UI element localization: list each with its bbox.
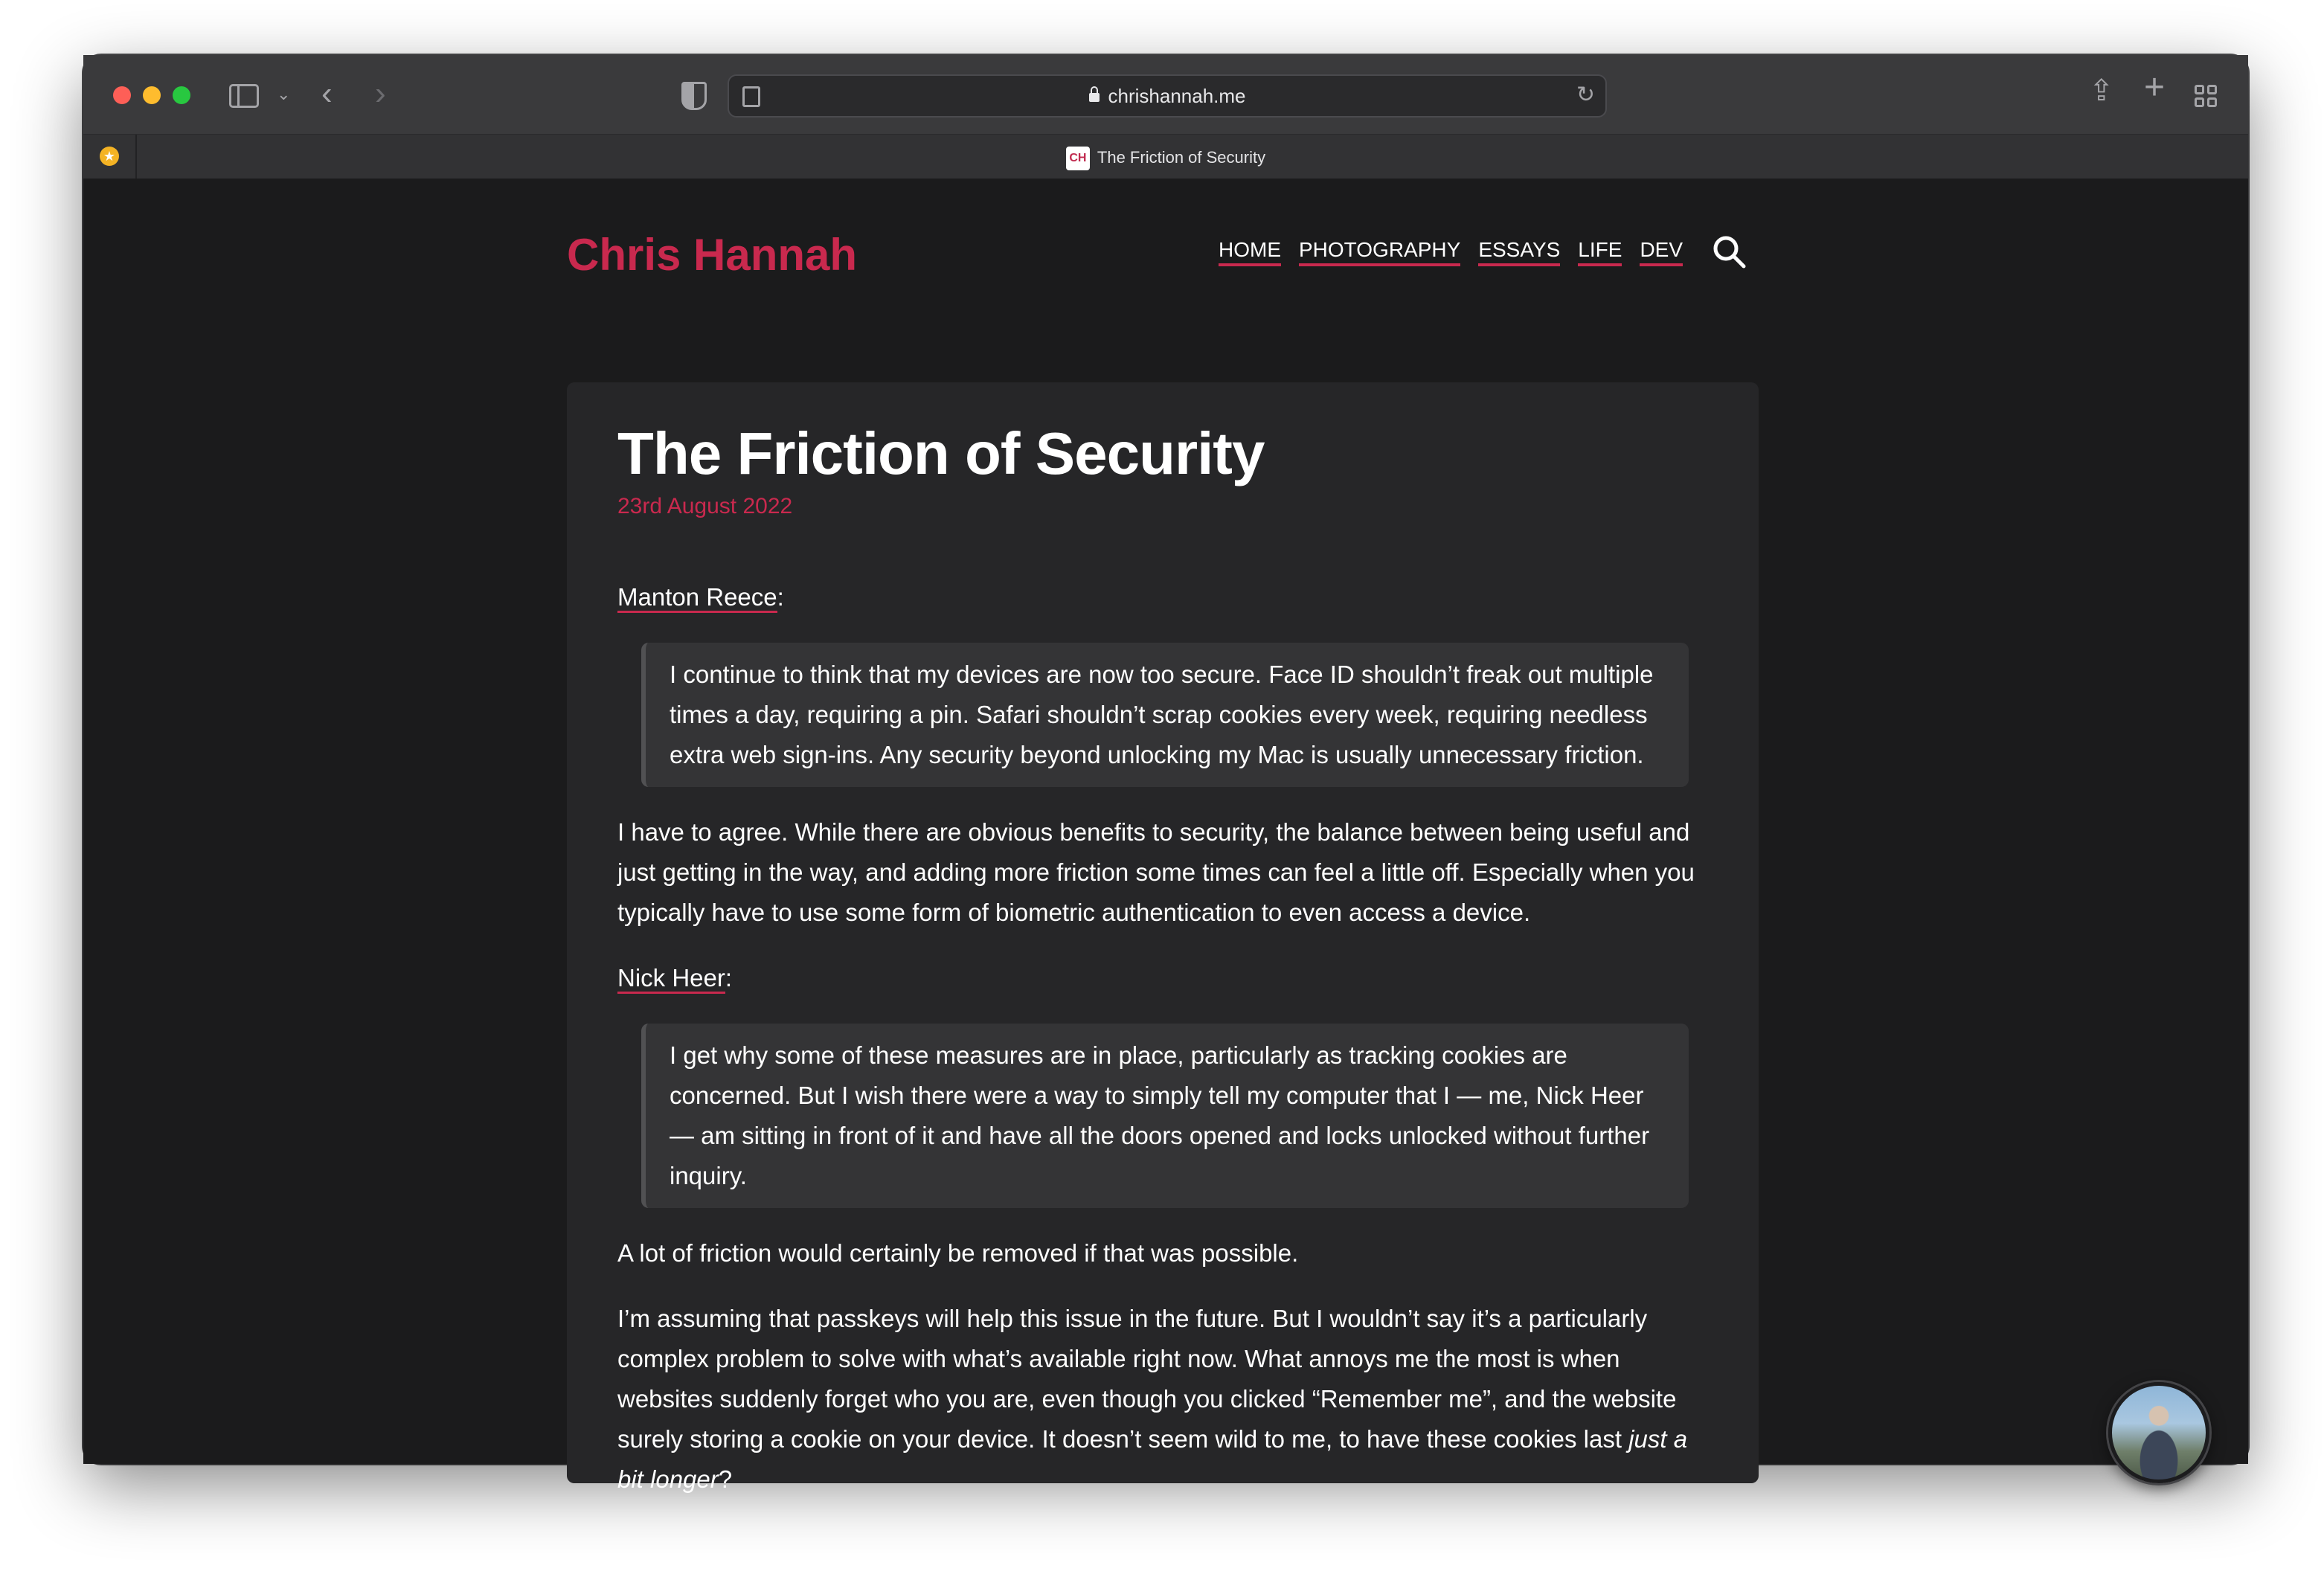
url-text: chrishannah.me bbox=[1108, 85, 1246, 107]
paragraph-1: I have to agree. While there are obvious benefits to security, the balance between being useful and just getting in the way, and adding more friction some times can feel a little off. Especially when you typically have to use some form of biometric authentication to even access a device. bbox=[617, 818, 1695, 926]
blockquote-1: I continue to think that my devices are now too secure. Face ID shouldn’t freak out multiple times a day, requiring a pin. Safari shouldn’t scrap cookies every week, requiring needless extra web sign-ins. Any security beyond unlocking my Mac is usually unnecessary friction. bbox=[641, 643, 1689, 787]
nav-life[interactable]: LIFE bbox=[1578, 238, 1622, 266]
article-date: 23rd August 2022 bbox=[617, 494, 793, 518]
nav-essays[interactable]: ESSAYS bbox=[1478, 238, 1560, 266]
back-arrow-icon[interactable]: ‹ bbox=[321, 75, 333, 112]
url-display bbox=[729, 85, 1605, 108]
address-bar[interactable] bbox=[728, 74, 1607, 118]
forward-arrow-icon[interactable]: › bbox=[375, 75, 386, 112]
tab-title: The Friction of Security bbox=[1097, 147, 1266, 167]
site-nav bbox=[1219, 238, 1683, 266]
tab-overview-icon[interactable] bbox=[2195, 85, 2217, 107]
star-favicon-icon: ★ bbox=[100, 147, 119, 166]
chevron-down-icon[interactable]: ⌄ bbox=[277, 85, 291, 103]
avatar[interactable] bbox=[2108, 1382, 2209, 1483]
browser-toolbar bbox=[83, 55, 2248, 134]
close-window-button[interactable] bbox=[113, 86, 131, 104]
share-icon[interactable]: ⇪ bbox=[2089, 74, 2114, 107]
article-body bbox=[617, 577, 1717, 1525]
search-icon[interactable] bbox=[1711, 234, 1747, 269]
nav-home[interactable]: HOME bbox=[1219, 238, 1281, 266]
nav-dev[interactable]: DEV bbox=[1640, 238, 1683, 266]
blockquote-2: I get why some of these measures are in place, particularly as tracking cookies are concerned. But I wish there were a way to simply tell my computer that I — me, Nick Heer — am sitting in front of it and have all the doors opened and locks unlocked without further inquiry. bbox=[641, 1024, 1689, 1208]
citation-2: Nick Heer: bbox=[617, 958, 1717, 998]
manton-reece-link[interactable]: Manton Reece bbox=[617, 583, 777, 613]
paragraph-2: A lot of friction would certainly be removed if that was possible. bbox=[617, 1239, 1299, 1267]
reload-icon[interactable]: ↻ bbox=[1576, 83, 1595, 107]
privacy-shield-icon[interactable] bbox=[681, 82, 707, 110]
lock-icon bbox=[1089, 93, 1100, 102]
new-tab-icon[interactable]: + bbox=[2144, 68, 2166, 107]
article-card bbox=[567, 382, 1759, 1493]
web-page bbox=[83, 179, 2248, 1493]
site-title[interactable]: Chris Hannah bbox=[567, 230, 858, 280]
site-favicon: CH bbox=[1066, 147, 1090, 170]
citation-1: Manton Reece: bbox=[617, 577, 1717, 617]
paragraph-3: I’m assuming that passkeys will help this issue in the future. But I wouldn’t say it’s a particularly complex problem to solve with what’s available right now. What annoys me the most is when websites suddenly forget who you are, even though you clicked “Remember me”, and the website surely storing a cookie on your device. It doesn’t seem wild to me, to have these cookies last just a bit longer? bbox=[617, 1305, 1688, 1493]
maximize-window-button[interactable] bbox=[173, 86, 190, 104]
browser-window bbox=[83, 55, 2248, 1493]
tab-active[interactable] bbox=[83, 147, 2248, 170]
minimize-window-button[interactable] bbox=[143, 86, 161, 104]
article-title: The Friction of Security bbox=[617, 420, 1265, 486]
tab-bar bbox=[83, 134, 2248, 181]
nav-photography[interactable]: PHOTOGRAPHY bbox=[1299, 238, 1460, 266]
sidebar-toggle-icon[interactable] bbox=[229, 84, 259, 108]
nick-heer-link[interactable]: Nick Heer bbox=[617, 964, 725, 994]
